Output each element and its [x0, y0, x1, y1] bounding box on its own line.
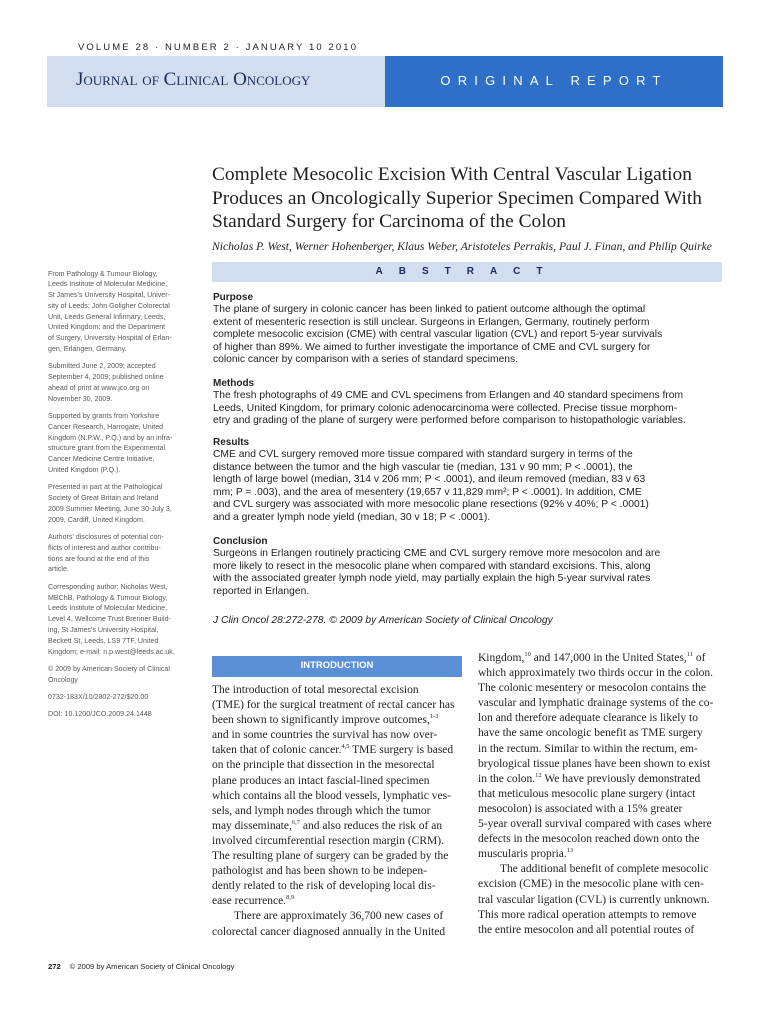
- sidebar-line: United Kingdom (P.Q.).: [48, 466, 121, 475]
- body-line: The additional benefit of complete mesocolic: [500, 863, 709, 876]
- reference-mark: 11: [686, 651, 693, 659]
- body-line: tral vascular ligation (CVL) is currently unknown.: [478, 893, 710, 906]
- sidebar-line: © 2009 by American Society of Clinical: [48, 664, 170, 673]
- introduction-label: INTRODUCTION: [300, 660, 374, 671]
- body-text: may disseminate,: [212, 819, 292, 832]
- abstract-line: The plane of surgery in colonic cancer has been linked to patient outcome although the optimal: [213, 304, 646, 315]
- body-line: defects in the mesocolon reached down onto the: [478, 833, 700, 846]
- abstract-line: Leeds, United Kingdom, for primary colonic adenocarcinoma were collected. Precise tissue morphom-: [213, 402, 678, 414]
- sidebar-line: Leeds Institute of Molecular Medicine,: [48, 604, 168, 613]
- body-line: sels, and lymph nodes through which the tumor: [212, 804, 431, 817]
- sidebar-line: structure grant from the Experimental: [48, 444, 166, 453]
- sidebar-line: MBChB, Pathology & Tumour Biology,: [48, 593, 168, 602]
- abstract-line: colonic cancer by comparison with a series of standard specimens.: [213, 354, 519, 366]
- body-line: bryological tissue planes have been shown to exist: [478, 757, 711, 770]
- body-text: Kingdom,: [478, 652, 525, 664]
- journal-name: Journal of Clinical Oncology: [76, 69, 311, 90]
- methods-text: [213, 390, 723, 428]
- body-line: This more radical operation attempts to remove: [478, 908, 697, 921]
- abstract-line: mm; P = .003), and the area of mesentery (19,657 v 11,829 mm²; P < .0001). In addition, CME: [213, 486, 642, 498]
- article-title: [212, 163, 732, 234]
- sidebar-line: Society of Great Britain and Ireland: [48, 494, 159, 503]
- body-text: and also reduces the risk of an: [299, 819, 443, 832]
- body-line: involved circumferential resection margin (CRM).: [212, 834, 444, 847]
- abstract-line: Surgeons in Erlangen routinely practicing CME and CVL surgery remove more mesocolon and are: [213, 548, 661, 559]
- body-text: taken that of colonic cancer.: [212, 744, 342, 757]
- body-line: which contains all the blood vessels, lymphatic ves-: [212, 789, 451, 802]
- body-line: pathologist and has been shown to be indepen-: [212, 865, 427, 878]
- sidebar-line: St James's University Hospital, Univer-: [48, 291, 170, 300]
- sidebar-line: gen, Erlangen, Germany.: [48, 345, 127, 354]
- abstract-line: with the associated greater lymph node yield, may partially explain the high 5-year survival rates: [213, 573, 651, 585]
- sidebar-line: From Pathology & Tumour Biology,: [48, 269, 158, 278]
- abstract-line: The fresh photographs of 49 CME and CVL specimens from Erlangen and 40 standard specimens from: [213, 390, 684, 401]
- body-line: vascular and lymphatic drainage systems of the co-: [478, 697, 714, 710]
- conclusion-text: [213, 548, 723, 598]
- body-line: 5-year overall survival compared with cases where: [478, 818, 712, 831]
- abstract-line: extent of mesenteric resection is still unclear. Surgeons in Erlangen, Germany, routinely perform: [213, 316, 650, 328]
- results-heading: Results: [213, 437, 250, 448]
- results-text: [213, 449, 723, 525]
- body-line: [478, 651, 724, 666]
- reference-mark: 12: [535, 771, 542, 779]
- body-line: in the rectum. Similar to within the rectum, em-: [478, 742, 698, 755]
- body-line: [212, 743, 462, 758]
- abstract-line: CME and CVL surgery removed more tissue compared with standard surgery in terms of the: [213, 449, 633, 460]
- sidebar-line: ahead of print at www.jco.org on: [48, 383, 150, 392]
- title-line: Standard Surgery for Carcinoma of the Colon: [212, 211, 566, 232]
- footer-copyright: © 2009 by American Society of Clinical Oncology: [69, 962, 235, 971]
- body-text: We have previously demonstrated: [541, 772, 701, 785]
- abstract-line: and a greater lymph node yield (median, 30 v 18; P < .0001).: [213, 511, 491, 523]
- abstract-line: complete mesocolic excision (CME) with central vascular ligation (CVL) and report 5-year survivals: [213, 329, 663, 341]
- purpose-heading: Purpose: [213, 292, 254, 303]
- body-line: [212, 894, 462, 909]
- body-text: ease recurrence.: [212, 895, 287, 908]
- body-line: plane produces an intact fascial-lined specimen: [212, 774, 430, 787]
- reference-mark: 6,7: [291, 819, 300, 827]
- intro-left-column: [212, 683, 462, 940]
- sidebar-line: Beckett St, Leeds, LS9 7TF, United: [48, 636, 159, 645]
- reference-mark: 1-3: [429, 713, 439, 721]
- sidebar-line: Authors' disclosures of potential con-: [48, 533, 164, 542]
- body-line: which approximately two thirds occur in the colon.: [478, 667, 714, 680]
- page-footer: [48, 962, 234, 971]
- abstract-line: distance between the tumor and the high vascular tie (median, 131 v 90 mm; P < .0001), the: [213, 461, 633, 473]
- body-line: lon and therefore adequate clearance is likely to: [478, 712, 698, 725]
- reference-mark: 10: [524, 651, 531, 659]
- sidebar-line: flicts of interest and author contribu-: [48, 543, 161, 552]
- sidebar-line: Unit, Leeds General Infirmary, Leeds,: [48, 312, 166, 321]
- body-line: The colonic mesentery or mesocolon contains the: [478, 682, 707, 695]
- abstract-line: etry and grading of the plane of surgery were performed before comparison to histopathologic variables.: [213, 415, 686, 427]
- sidebar-line: Level 4, Wellcome Trust Brenner Build-: [48, 615, 171, 624]
- abstract-line: and CVL surgery was associated with more mesocolic plane resections (92% v 40%; P < .0001): [213, 499, 649, 511]
- body-line: [478, 772, 724, 787]
- body-text: TME surgery is based: [349, 744, 454, 757]
- sidebar-line: Kingdom; e-mail: n.p.west@leeds.ac.uk.: [48, 647, 175, 656]
- sidebar-line: Corresponding author: Nicholas West,: [48, 582, 168, 591]
- section-label: ORIGINAL REPORT: [440, 73, 668, 88]
- body-line: have the same oncologic benefit as TME surgery: [478, 727, 703, 740]
- body-text: and 147,000 in the United States,: [530, 652, 687, 664]
- abstract-label: ABSTRACT: [375, 266, 559, 277]
- sidebar-line: Supported by grants from Yorkshire: [48, 412, 160, 421]
- body-line: that meticulous mesocolic plane surgery (intact: [478, 787, 696, 800]
- body-text: in the colon.: [478, 772, 536, 785]
- sidebar-line: Kingdom (N.P.W., P.Q.) and by an infra-: [48, 433, 173, 442]
- volume-line: VOLUME 28 · NUMBER 2 · JANUARY 10 2010: [78, 42, 359, 53]
- abstract-line: reported in Erlangen.: [213, 585, 310, 597]
- article-sidebar: [48, 262, 198, 726]
- sidebar-line: United Kingdom; and the Department: [48, 323, 166, 332]
- sidebar-line: tions are found at the end of this: [48, 554, 150, 563]
- sidebar-line: 0732-183X/10/2802-272/$20.00: [48, 692, 149, 701]
- purpose-text: [213, 304, 723, 367]
- reference-mark: 8,9: [286, 894, 295, 902]
- sidebar-line: of Surgery, University Hospital of Erlan-: [48, 334, 172, 343]
- abstract-line: of higher than 89%. We aimed to further investigate the importance of CME and CVL surgery for: [213, 341, 651, 353]
- abstract-line: more likely to resect in the mesocolic plane when compared with standard excisions. This, along: [213, 560, 651, 572]
- sidebar-line: DOI: 10.1200/JCO.2009.24.1448: [48, 710, 152, 719]
- title-line: Produces an Oncologically Superior Specimen Compared With: [212, 187, 702, 209]
- author-list: Nicholas P. West, Werner Hohenberger, Klaus Weber, Aristoteles Perrakis, Paul J. Finan, and Philip Quirke: [212, 240, 712, 253]
- body-line: the entire mesocolon and all potential routes of: [478, 923, 695, 936]
- body-line: There are approximately 36,700 new cases of: [234, 910, 444, 923]
- sidebar-line: Submitted June 2, 2009; accepted: [48, 362, 156, 371]
- body-text: been shown to significantly improve outcomes,: [212, 714, 430, 727]
- sidebar-line: Cancer Medicine Centre Initiative,: [48, 455, 155, 464]
- sidebar-line: Presented in part at the Pathological: [48, 483, 163, 492]
- body-text: of: [692, 652, 706, 664]
- body-line: on the principle that dissection in the mesorectal: [212, 759, 435, 772]
- sidebar-line: sity of Leeds; John Goligher Colorectal: [48, 301, 170, 310]
- body-line: The introduction of total mesorectal excision: [212, 684, 419, 696]
- body-line: dently related to the risk of developing local dis-: [212, 880, 436, 893]
- body-line: excision (CME) in the mesocolic plane with cen-: [478, 878, 704, 891]
- conclusion-heading: Conclusion: [213, 536, 268, 547]
- sidebar-line: November 30, 2009.: [48, 394, 113, 403]
- title-line: Complete Mesocolic Excision With Central Vascular Ligation: [212, 164, 692, 185]
- sidebar-line: September 4, 2009; published online: [48, 373, 164, 382]
- body-line: [478, 847, 724, 862]
- sidebar-line: ing, St James's University Hospital,: [48, 625, 159, 634]
- body-line: (TME) for the surgical treatment of rectal cancer has: [212, 699, 455, 712]
- sidebar-line: Leeds Institute of Molecular Medicine,: [48, 280, 168, 289]
- sidebar-line: Oncology: [48, 675, 78, 684]
- citation-line: J Clin Oncol 28:272-278. © 2009 by American Society of Clinical Oncology: [213, 615, 553, 626]
- body-text: muscularis propria.: [478, 848, 567, 861]
- sidebar-line: article.: [48, 565, 69, 574]
- sidebar-line: 2009, Cardiff, United Kingdom.: [48, 515, 145, 524]
- body-line: mesocolon) is associated with a 15% greater: [478, 802, 683, 815]
- body-line: The resulting plane of surgery can be graded by the: [212, 850, 449, 863]
- reference-mark: 4,5: [341, 743, 350, 751]
- intro-right-column: [478, 651, 724, 938]
- methods-heading: Methods: [213, 378, 255, 389]
- page-number: 272: [48, 962, 61, 971]
- body-line: [212, 713, 462, 728]
- abstract-line: length of large bowel (median, 314 v 206 mm; P < .0001), and ileum removed (median, 83 v 63: [213, 474, 646, 486]
- sidebar-line: Cancer Research, Harrogate, United: [48, 422, 164, 431]
- sidebar-line: 2009 Summer Meeting, June 30-July 3,: [48, 504, 172, 513]
- reference-mark: 13: [566, 847, 574, 855]
- body-line: [212, 819, 462, 834]
- body-line: colorectal cancer diagnosed annually in the United: [212, 925, 446, 938]
- body-line: and in some countries the survival has now over-: [212, 729, 438, 742]
